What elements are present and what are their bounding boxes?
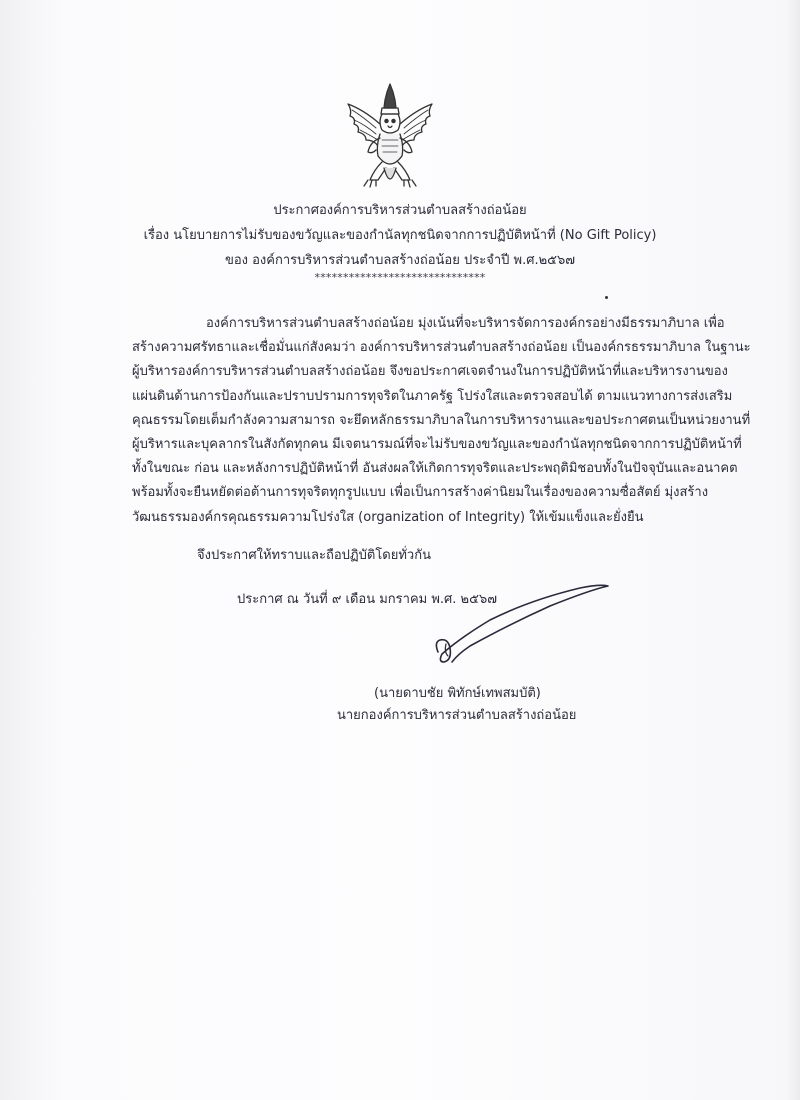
announcement-issuer: ประกาศองค์การบริหารส่วนตำบลสร้างถ่อน้อย <box>273 203 527 218</box>
garuda-emblem-icon <box>338 80 442 192</box>
announcement-subject: เรื่อง นโยบายการไม่รับของขวัญและของกำนัลทุกชนิดจากการปฏิบัติหน้าที่ (No Gift Policy) <box>143 228 657 243</box>
body-line: ทั้งในขณะ ก่อน และหลังการปฏิบัติหน้าที่ อันส่งผลให้เกิดการทุจริตและประพฤติมิชอบทั้งในปัจจุบันและอนาคต <box>132 461 738 477</box>
body-line: องค์การบริหารส่วนตำบลสร้างถ่อน้อย มุ่งเน้นที่จะบริหารจัดการองค์กรอย่างมีธรรมาภิบาล เพื่อ <box>206 316 725 331</box>
body-line: คุณธรรมโดยเต็มกำลังความสามารถ จะยึดหลักธรรมาภิบาลในการบริหารงานและขอประกาศตนเป็นหน่วยงานที่ <box>132 412 751 428</box>
handwritten-signature <box>430 582 620 682</box>
body-line: สร้างความศรัทธาและเชื่อมั่นแก่สังคมว่า องค์การบริหารส่วนตำบลสร้างถ่อน้อย เป็นองค์กรธรรมาภิบาล ในฐานะ <box>132 340 751 356</box>
announcement-scope: ของ องค์การบริหารส่วนตำบลสร้างถ่อน้อย ประจำปี พ.ศ.๒๕๖๗ <box>224 253 576 268</box>
body-line: ผู้บริหารและบุคลากรในสังกัดทุกคน มีเจตนารมณ์ที่จะไม่รับของขวัญและของกำนัลทุกชนิดจากการปฏิบัติหน้าที่ <box>132 437 742 453</box>
separator-line: ****************************** <box>314 271 486 284</box>
ink-speck <box>605 296 608 299</box>
body-line: แผ่นดินด้านการป้องกันและปราบปรามการทุจริตในภาครัฐ โปร่งใสและตรวจสอบได้ ตามแนวทางการส่งเสริม <box>132 388 733 404</box>
signatory-title: นายกองค์การบริหารส่วนตำบลสร้างถ่อน้อย <box>337 708 577 723</box>
closing-statement: จึงประกาศให้ทราบและถือปฏิบัติโดยทั่วกัน <box>197 548 431 563</box>
announcement-date: ประกาศ ณ วันที่ ๙ เดือน มกราคม พ.ศ. ๒๕๖๗ <box>237 592 497 607</box>
body-line: ผู้บริหารองค์การบริหารส่วนตำบลสร้างถ่อน้อย จึงขอประกาศเจตจำนงในการปฏิบัติหน้าที่และบริหารงานของ <box>132 364 728 380</box>
body-line: พร้อมทั้งจะยืนหยัดต่อต้านการทุจริตทุกรูปแบบ เพื่อเป็นการสร้างค่านิยมในเรื่องของความซื่อสัตย์ มุ่งสร้าง <box>132 485 709 501</box>
body-line: วัฒนธรรมองค์กรคุณธรรมความโปร่งใส (organization of Integrity) ให้เข้มแข็งและยั่งยืน <box>132 509 644 525</box>
body-paragraph <box>132 312 751 530</box>
signatory-name: (นายดาบชัย พิทักษ์เทพสมบัติ) <box>374 686 541 701</box>
